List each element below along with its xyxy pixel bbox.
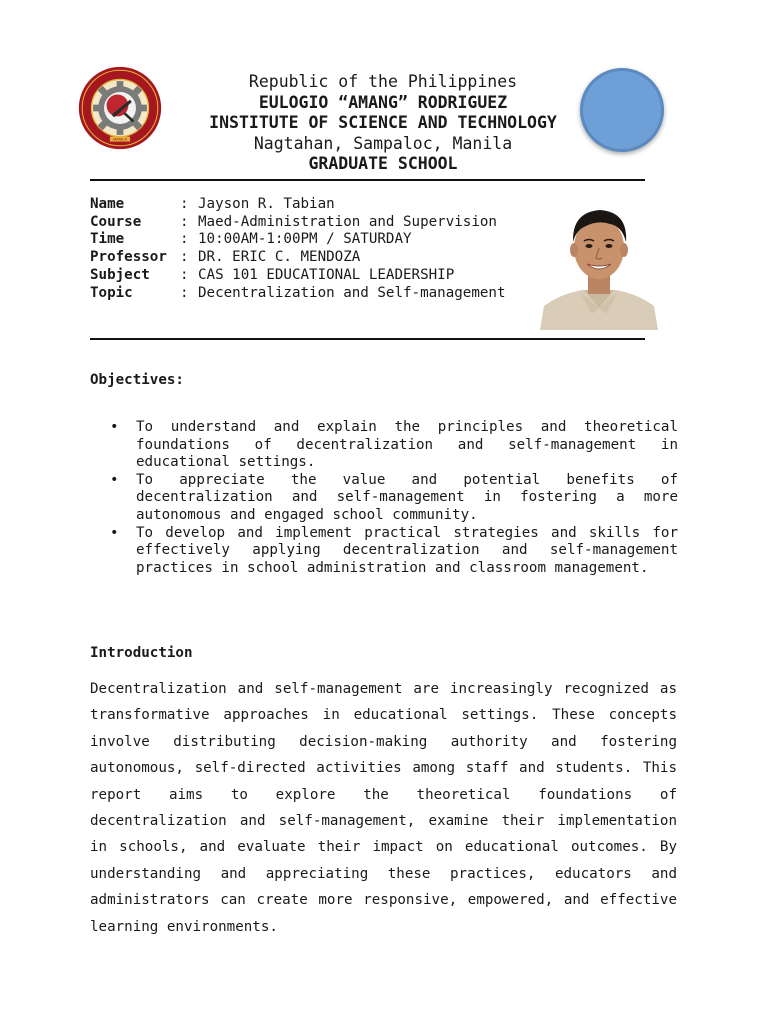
info-value: Decentralization and Self-management — [198, 284, 506, 301]
info-label: Topic — [90, 284, 133, 301]
header-address: Nagtahan, Sampaloc, Manila — [253, 133, 513, 153]
objective-text: To appreciate the value and potential benefits of decentralization and self-management in fostering a more autonomous and engaged school community. — [136, 471, 678, 523]
introduction-heading: Introduction — [90, 645, 193, 661]
objectives-heading: Objectives: — [90, 372, 184, 388]
info-value: 10:00AM-1:00PM / SATURDAY — [198, 231, 412, 248]
info-row-topic — [90, 285, 506, 303]
info-label: Name — [90, 196, 125, 212]
institution-header — [190, 72, 576, 175]
student-info — [90, 196, 506, 302]
student-portrait-photo — [540, 200, 658, 330]
info-row-name — [90, 196, 506, 214]
list-item — [108, 472, 678, 525]
institution-seal-logo — [78, 66, 162, 150]
objective-text: To understand and explain the principles and theoretical foundations of decentralization and self-management in educational settings. — [136, 419, 678, 471]
info-separator: : — [180, 249, 189, 266]
bullet: • — [110, 471, 119, 488]
info-label: Course — [90, 213, 142, 230]
info-row-time — [90, 231, 506, 249]
info-label: Professor — [90, 249, 167, 266]
header-school: GRADUATE SCHOOL — [308, 154, 458, 173]
info-row-course — [90, 214, 506, 232]
info-value: Maed-Administration and Supervision — [198, 213, 497, 230]
header-institution-type: INSTITUTE OF SCIENCE AND TECHNOLOGY — [209, 113, 557, 132]
objective-text: To develop and implement practical strategies and skills for effectively applying decentralization and self-management practices in school administration and classroom management. — [136, 524, 678, 576]
info-label: Time — [90, 231, 125, 248]
list-item — [108, 525, 678, 578]
header-institution-name: EULOGIO “AMANG” RODRIGUEZ — [258, 92, 508, 112]
info-separator: : — [180, 231, 189, 248]
info-separator: : — [180, 284, 189, 301]
header-divider — [90, 179, 645, 181]
bullet: • — [110, 419, 119, 435]
list-item — [108, 419, 678, 472]
info-label: Subject — [90, 266, 150, 283]
introduction-paragraph: Decentralization and self-management are increasingly recognized as transformative approaches in educational settings. These concepts involve distributing decision-making authority and fostering autonomous, self-directed activities among staff and students. This report aims to explore the theoretical foundations of decentralization and self-management, examine their implementation in schools, and evaluate their impact on educational outcomes. By understanding and appreciating these practices, educators and administrators can create more responsive, empowered, and effective learning environments. — [90, 681, 677, 935]
info-row-subject — [90, 267, 506, 285]
info-value: CAS 101 EDUCATIONAL LEADERSHIP — [198, 266, 455, 283]
bullet: • — [110, 524, 119, 541]
header-republic: Republic of the Philippines — [248, 72, 518, 91]
objectives-list — [108, 419, 678, 577]
seal-text: MANILA — [112, 137, 128, 142]
info-divider — [90, 338, 645, 340]
info-separator: : — [180, 196, 189, 212]
info-separator: : — [180, 213, 189, 230]
blue-circle-logo — [580, 68, 664, 152]
info-row-professor — [90, 249, 506, 267]
info-value: Jayson R. Tabian — [198, 196, 335, 212]
info-separator: : — [180, 266, 189, 283]
info-value: DR. ERIC C. MENDOZA — [198, 249, 361, 266]
